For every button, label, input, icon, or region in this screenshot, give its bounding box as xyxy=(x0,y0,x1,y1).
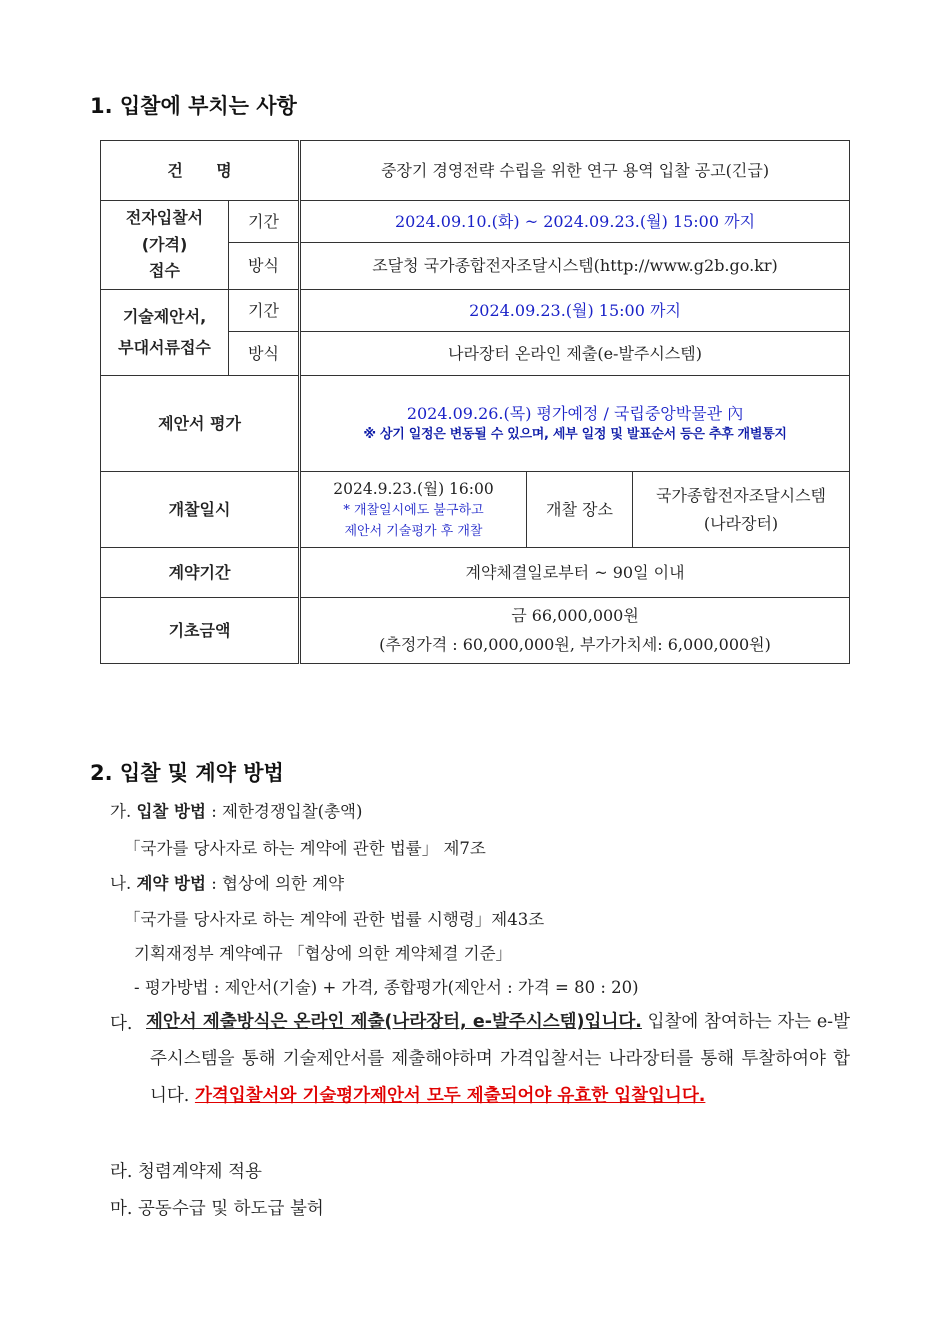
open-note2: 제안서 기술평가 후 개찰 xyxy=(344,523,483,539)
item-ga-prefix: 가. xyxy=(110,802,132,821)
item-na-bold: 계약 방법 xyxy=(136,874,206,893)
name-label: 건 명 xyxy=(101,141,300,201)
tech-method-value: 나라장터 온라인 제출(e-발주시스템) xyxy=(300,332,850,376)
price-label: 기초금액 xyxy=(101,598,300,664)
bid-info-table xyxy=(100,140,850,664)
item-da-prefix: 다. xyxy=(110,1014,133,1034)
name-value: 중장기 경영전략 수립을 위한 연구 용역 입찰 공고(긴급) xyxy=(300,141,850,201)
section2-title: 2. 입찰 및 계약 방법 xyxy=(90,761,284,785)
eval-label: 제안서 평가 xyxy=(101,376,300,472)
price-line1: 금 66,000,000원 xyxy=(511,605,639,625)
open-datetime-cell xyxy=(300,472,527,548)
item-ga-bold: 입찰 방법 xyxy=(136,802,206,821)
contract-label: 계약기간 xyxy=(101,548,300,598)
bid-period-label: 기간 xyxy=(229,201,300,243)
tech-method-label: 방식 xyxy=(229,332,300,376)
bid-period-value: 2024.09.10.(화) ~ 2024.09.23.(월) 15:00 까지 xyxy=(300,201,850,243)
open-datetime: 2024.9.23.(월) 16:00 xyxy=(333,480,494,499)
item-na-sub1: 「국가를 당사자로 하는 계약에 관한 법률 시행령」제43조 xyxy=(124,910,545,929)
open-place-label: 개찰 장소 xyxy=(527,472,633,548)
tech-receipt-label: 기술제안서, 부대서류접수 xyxy=(101,290,229,376)
item-na-sub3: - 평가방법 : 제안서(기술) + 가격, 종합평가(제안서 : 가격 = 80 : 20) xyxy=(134,978,639,997)
item-ra: 라. 청렴계약제 적용 xyxy=(110,1162,262,1182)
item-na-prefix: 나. xyxy=(110,874,132,893)
item-ma: 마. 공동수급 및 하도급 불허 xyxy=(110,1199,324,1219)
item-da-underline: 제안서 제출방식은 온라인 제출(나라장터, e-발주시스템)입니다. xyxy=(146,1012,642,1032)
item-ga xyxy=(110,798,362,822)
eval-line2: ※ 상기 일정은 변동될 수 있으며, 세부 일정 및 발표순서 등은 추후 개별통지 xyxy=(363,426,787,442)
bid-method-value: 조달청 국가종합전자조달시스템(http://www.g2b.go.kr) xyxy=(300,243,850,290)
item-da-red: 가격입찰서와 기술평가제안서 모두 제출되어야 유효한 입찰입니다. xyxy=(194,1086,706,1106)
price-line2: (추정가격 : 60,000,000원, 부가가치세: 6,000,000원) xyxy=(379,634,771,654)
open-label: 개찰일시 xyxy=(101,472,300,548)
open-place-value: 국가종합전자조달시스템 (나라장터) xyxy=(633,472,850,548)
item-da-paragraph xyxy=(146,1004,850,1115)
contract-value: 계약체결일로부터 ~ 90일 이내 xyxy=(300,548,850,598)
item-ga-rest: : 제한경쟁입찰(총액) xyxy=(205,802,363,821)
item-na-rest: : 협상에 의한 계약 xyxy=(205,874,345,893)
price-value xyxy=(300,598,850,664)
eval-value xyxy=(300,376,850,472)
bid-receipt-label: 전자입찰서 (가격) 접수 xyxy=(101,201,229,290)
section1-title: 1. 입찰에 부치는 사항 xyxy=(90,94,297,118)
tech-period-label: 기간 xyxy=(229,290,300,332)
item-na-sub2: 기획재정부 계약예규 「협상에 의한 계약체결 기준」 xyxy=(134,944,513,963)
item-da-text: 입찰에 참여하는 자는 e-발주시스템을 통해 기술제안서를 제출해야하며 가격입찰서는 나라장터를 통해 투찰하여야 합니다. xyxy=(150,1012,850,1106)
open-note1: * 개찰일시에도 불구하고 xyxy=(343,503,484,519)
item-na xyxy=(110,870,344,894)
tech-period-value: 2024.09.23.(월) 15:00 까지 xyxy=(300,290,850,332)
item-ga-sub: 「국가를 당사자로 하는 계약에 관한 법률」 제7조 xyxy=(124,839,486,858)
bid-method-label: 방식 xyxy=(229,243,300,290)
eval-line1: 2024.09.26.(목) 평가예정 / 국립중앙박물관 內 xyxy=(406,404,744,424)
